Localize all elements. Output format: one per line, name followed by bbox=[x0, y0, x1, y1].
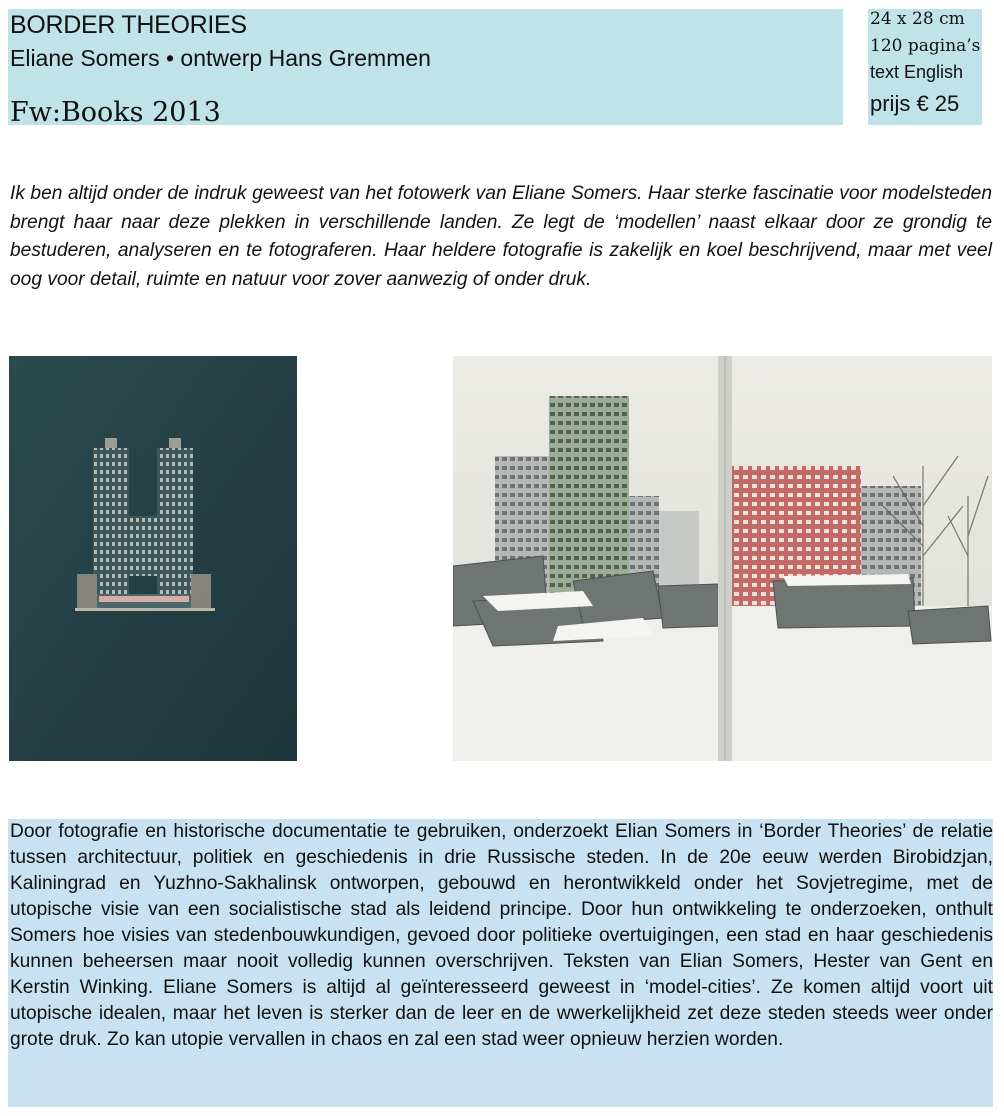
description-paragraph: Door fotografie en historische documentatie te gebruiken, onderzoekt Elian Somers in ‘Border Theories’ de relatie tussen architectuur, politiek en geschiedenis in drie Russische steden. In de 20e eeuw werden Birobidzjan, Kaliningrad en Yuzhno-Sakhalinsk ontworpen, gebouwd en herontwikkeld onder het Sovjetregime, met de utopische visie van een socialistische stad als leidend principe. Door hun ontwikkeling te onderzoeken, onthult Somers hoe visies van stedenbouwkundigen, gevoed door politieke overtuigingen, een stad en haar geschiedenis kunnen beheersen maar nooit volledig kunnen overschrijven. Teksten van Elian Somers, Hester van Gent en Kerstin Winking. Eliane Somers is altijd al geïnteresseerd geweest in ‘model-cities’. Ze komen altijd voort uit utopische idealen, maar het leven is sterker dan de leer en de wwerkelijkheid zet deze steden steeds weer onder grote druk. Zo kan utopie vervallen in chaos en zal een stad weer opnieuw herzien worden. bbox=[10, 821, 993, 1050]
spec-size: 24 x 28 cm bbox=[870, 9, 965, 29]
intro-paragraph: Ik ben altijd onder de indruk geweest van het fotowerk van Eliane Somers. Haar sterke fascinatie voor modelsteden brengt haar naar deze plekken in verschillende landen. Ze legt de ‘modellen’ naast elkaar door ze grondig te bestuderen, analyseren en te fotograferen. Haar heldere fotografie is zakelijk en koel beschrijvend, maar met veel oog voor detail, ruimte en natuur voor zover aanwezig of onder druk. bbox=[10, 183, 992, 290]
book-author-designer: Eliane Somers • ontwerp Hans Gremmen bbox=[10, 45, 431, 71]
book-cover-image bbox=[9, 356, 297, 761]
spec-language: text English bbox=[870, 62, 964, 82]
spec-pages: 120 pagina’s bbox=[870, 36, 981, 56]
spec-price: prijs € 25 bbox=[870, 91, 960, 116]
book-publisher: Fw:Books 2013 bbox=[10, 97, 221, 128]
book-spread-photo bbox=[453, 356, 992, 761]
book-title: BORDER THEORIES bbox=[10, 11, 247, 39]
